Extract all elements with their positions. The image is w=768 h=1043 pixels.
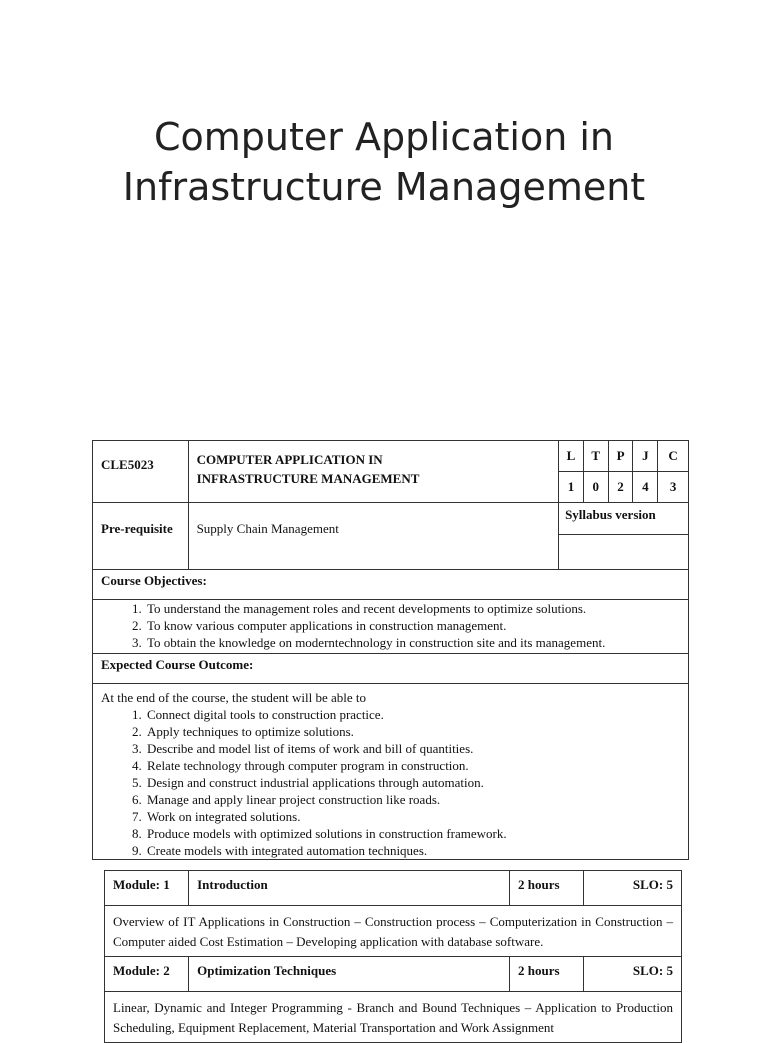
modules-sheet xyxy=(104,870,682,1043)
course-title-line-2: INFRASTRUCTURE MANAGEMENT xyxy=(196,471,420,486)
course-title-line-1: COMPUTER APPLICATION IN xyxy=(196,452,383,467)
ltpjc-value-c: 3 xyxy=(658,472,689,503)
ltpjc-value-l: 1 xyxy=(559,472,584,503)
objectives-list xyxy=(93,600,682,651)
module-number: Module: 1 xyxy=(105,871,189,906)
modules-table xyxy=(104,870,682,1043)
ltpjc-header-l: L xyxy=(559,441,584,472)
outcome-item: 4. Relate technology through computer program in construction. xyxy=(145,757,682,774)
module-hours: 2 hours xyxy=(510,871,584,906)
module-hours: 2 hours xyxy=(510,957,584,992)
module-title: Optimization Techniques xyxy=(189,957,510,992)
outcomes-list xyxy=(93,706,682,859)
outcome-item: 7. Work on integrated solutions. xyxy=(145,808,682,825)
syllabus-version-label: Syllabus version xyxy=(559,503,689,535)
course-code: CLE5023 xyxy=(93,441,189,503)
outcome-item: 3. Describe and model list of items of work and bill of quantities. xyxy=(145,740,682,757)
course-header-table xyxy=(92,440,689,860)
outcome-cell xyxy=(93,684,689,860)
objective-item: 1. To understand the management roles and recent developments to optimize solutions. xyxy=(145,600,682,617)
module-description: Linear, Dynamic and Integer Programming - Branch and Bound Techniques – Application to Production Scheduling, Equipment Replacement, Material Transportation and Work Assignment xyxy=(105,992,682,1043)
prereq-label: Pre-requisite xyxy=(93,503,189,570)
module-row xyxy=(105,871,682,906)
outcome-item: 1. Connect digital tools to construction practice. xyxy=(145,706,682,723)
outcome-intro: At the end of the course, the student will be able to xyxy=(101,690,366,705)
module-number: Module: 2 xyxy=(105,957,189,992)
ltpjc-value-j: 4 xyxy=(633,472,658,503)
module-slo: SLO: 5 xyxy=(583,957,681,992)
syllabus-sheet xyxy=(92,440,689,860)
course-title xyxy=(188,441,558,503)
ltpjc-value-t: 0 xyxy=(583,472,608,503)
slide-title xyxy=(0,112,768,212)
outcome-heading: Expected Course Outcome: xyxy=(93,654,689,684)
slide-title-line-2: Infrastructure Management xyxy=(122,165,646,209)
ltpjc-header-p: P xyxy=(608,441,633,472)
ltpjc-header-t: T xyxy=(583,441,608,472)
objective-item: 2. To know various computer applications in construction management. xyxy=(145,617,682,634)
prereq-value: Supply Chain Management xyxy=(188,503,558,570)
ltpjc-header-j: J xyxy=(633,441,658,472)
objectives-cell xyxy=(93,600,689,654)
syllabus-version-value xyxy=(559,535,689,570)
outcome-item: 8. Produce models with optimized solutions in construction framework. xyxy=(145,825,682,842)
module-slo: SLO: 5 xyxy=(583,871,681,906)
outcome-item: 2. Apply techniques to optimize solutions. xyxy=(145,723,682,740)
outcome-item: 5. Design and construct industrial applications through automation. xyxy=(145,774,682,791)
outcome-item: 6. Manage and apply linear project construction like roads. xyxy=(145,791,682,808)
module-title: Introduction xyxy=(189,871,510,906)
module-description: Overview of IT Applications in Construction – Construction process – Computerization in Construction – Computer aided Cost Estimation – Developing application with database software. xyxy=(105,906,682,957)
ltpjc-header-c: C xyxy=(658,441,689,472)
module-row xyxy=(105,957,682,992)
objectives-heading: Course Objectives: xyxy=(93,570,689,600)
ltpjc-value-p: 2 xyxy=(608,472,633,503)
outcome-item: 9. Create models with integrated automation techniques. xyxy=(145,842,682,859)
objective-item: 3. To obtain the knowledge on moderntechnology in construction site and its management. xyxy=(145,634,682,651)
slide-title-line-1: Computer Application in xyxy=(153,115,615,159)
